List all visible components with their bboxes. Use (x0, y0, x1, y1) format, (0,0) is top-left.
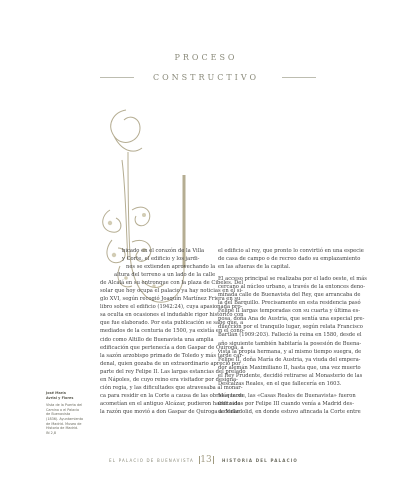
text-line: mediados de la centuria de 1500, ya existía en el cono- (100, 328, 245, 335)
section-title-line1: PROCESO (174, 53, 238, 62)
text-line: la del Barquillo. Precisamente en esta residencia pasó (218, 300, 361, 307)
image-caption (46, 391, 94, 435)
text-line: cido como Altillo de Buenavista una amplia (100, 336, 214, 343)
text-line: el Rey Prudente, decidió retirarse al Monasterio de las (218, 372, 363, 379)
caption-body-line: Vista de la Puerta del (46, 403, 83, 408)
caption-body-line: Camino o el Palacio (46, 407, 80, 412)
text-line: cercano al núcleo urbano, a través de la entonces deno- (218, 284, 366, 291)
caption-body-line: de Buenavista (46, 412, 71, 417)
caption-body-line: de Madrid. Museo de (46, 421, 82, 426)
text-line: posa, doña Ana de Austria, que sentía una especial pre- (218, 316, 365, 323)
text-line: vista la propia hermana, y al mismo tiempo suegra, de (218, 348, 362, 355)
caption-body-line: IN 2,8 (46, 430, 57, 435)
text-line: sa oculta en ocasiones el indudable rigor histórico con (100, 312, 244, 319)
text-line: denal, quien gozaba de un extraordinario aprecio por (100, 360, 241, 367)
caption-body-line: (1836). Ayuntamiento (46, 416, 84, 421)
text-line: ción regia, y las dificultades que atravesaba al monar- (100, 384, 243, 391)
text-line: Descalzas Reales, en el que fallecería en 1603. (218, 380, 342, 387)
text-line: dilección por el tranquilo lugar, según relata Francisco (218, 324, 363, 331)
text-line: minada calle de Buenavista del Rey, que arrancaba de (218, 292, 361, 299)
text-line: solar que hoy ocupa el palacio ya hay noticias en el si- (100, 288, 243, 295)
page-footer (0, 456, 412, 466)
text-line: de casa de campo o de recreo dado su emplazamiento (218, 256, 361, 263)
text-line: bicado en el corazón de la Villa (122, 248, 205, 254)
text-line: Más tarde, las «Casas Reales de Buenavista» fueron (218, 392, 356, 399)
text-line: año siguiente también habitaría la posesión de Buena- (218, 340, 362, 347)
text-line: y Corte, el edificio y los jardi- (122, 256, 200, 263)
text-line: en las afueras de la capital. (218, 264, 291, 271)
right-column-text (218, 247, 367, 416)
text-line: libro sobre el edificio (1942:24), cuya apasionada pro- (100, 304, 243, 311)
text-line: El acceso principal se realizaba por el lado oeste, el más (218, 276, 367, 283)
footer-chapter-title: HISTORIA DEL PALACIO (222, 458, 299, 463)
text-line: el edificio al rey, que pronto lo convirtió en una especie (218, 248, 364, 254)
text-line: glo XVI, según recogió Joaquín Martínez Friera en su (100, 296, 241, 303)
section-title-line2: CONSTRUCTIVO (152, 73, 260, 82)
footer-book-title: EL PALACIO DE BUENAVISTA (109, 458, 194, 463)
text-line: altura del terreno a un lado de la calle (114, 272, 216, 279)
text-line: que fue elaborado. Por esta publicación se sabe que, a (100, 320, 244, 327)
page-number: 13 (200, 455, 212, 465)
text-line: nes se extienden aprovechando la (126, 264, 216, 271)
text-line: la sazón arzobispo primado de Toledo y más tarde car- (100, 352, 244, 359)
text-line: parte del rey Felipe II. Las largas estancias del prelado (100, 368, 246, 375)
text-line: edificación que pertenecía a don Gaspar de Quiroga, a (100, 344, 244, 351)
text-line: ca para residir en la Corte a causa de las obras que se (100, 392, 244, 399)
text-line: Felipe II largas temporadas con su cuarta y última es- (218, 308, 361, 315)
text-line: de Valladolid, en donde estuvo afincada la Corte entre (218, 408, 361, 415)
footer-divider (213, 456, 214, 464)
text-line: de Alcalá en su entronque con la plaza de Cibeles. Del (100, 280, 243, 287)
text-line: dor alemán Maximiliano II, hasta que, una vez muerto (218, 364, 361, 371)
caption-author-line: José María (46, 391, 66, 395)
text-line: acometían en el antiguo Alcázar, pudieron haber sido (100, 400, 241, 407)
text-line: en Nápoles, de cuyo reino era visitador por designa- (100, 376, 238, 383)
heading-rule-right (282, 77, 316, 78)
caption-author-line: Avrial y Flores (46, 395, 74, 400)
text-line: Bartlán (1909:203). Falleció la reina en 1580, desde el (218, 332, 362, 339)
text-line: la razón que movió a don Gaspar de Quiroga a donar (100, 408, 240, 415)
caption-body-line: Historia de Madrid. (46, 426, 79, 431)
text-line: Felipe II, doña María de Austria, ya viuda del empera- (218, 356, 361, 363)
text-line: utilizadas por Felipe III cuando venía a Madrid des- (218, 400, 354, 407)
